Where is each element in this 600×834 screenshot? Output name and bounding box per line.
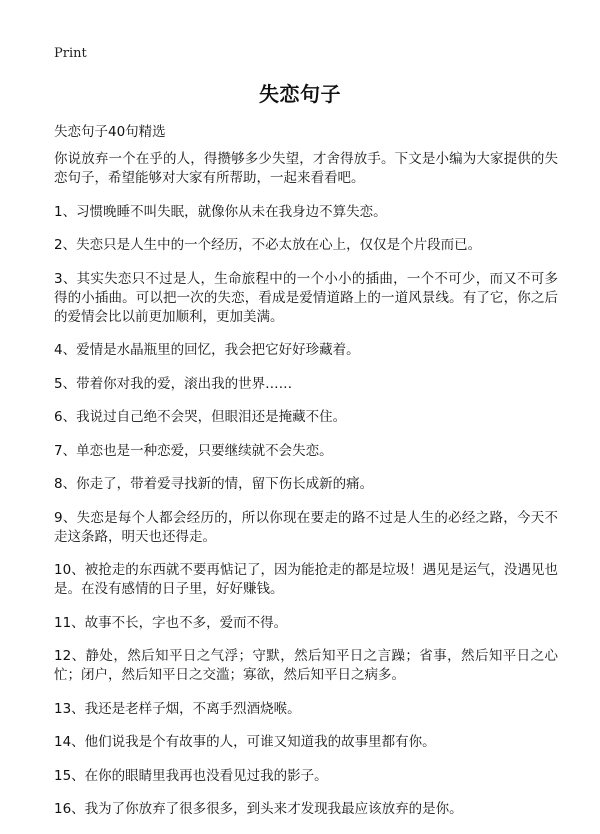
list-item: 3、其实失恋只不过是人，生命旅程中的一个小小的插曲，一个不可少，而又不可多得的小插曲。可以把一次的失恋，看成是爱情道路上的一道风景线。有了它，你之后的爱情会比以前更加顺利，更加美满。 — [54, 270, 558, 325]
list-item: 10、被抢走的东西就不要再惦记了，因为能抢走的都是垃圾！遇见是运气，没遇见也是。在没有感情的日子里，好好赚钱。 — [54, 562, 558, 597]
page-title: 失恋句子 — [259, 82, 341, 106]
list-item: 14、他们说我是个有故事的人，可谁又知道我的故事里都有你。 — [54, 734, 436, 750]
list-item: 7、单恋也是一种恋爱，只要继续就不会失恋。 — [54, 442, 333, 459]
list-item: 9、失恋是每个人都会经历的，所以你现在要走的路不过是人生的必经之路，今天不走这条路，明天也还得走。 — [54, 509, 558, 545]
list-item: 13、我还是老样子烟，不离手烈酒烧喉。 — [54, 700, 301, 717]
subtitle: 失恋句子40句精选 — [54, 124, 166, 140]
list-item: 8、你走了，带着爱寻找新的情，留下伤长成新的痛。 — [54, 476, 374, 492]
list-item: 11、故事不长，字也不多，爱而不得。 — [54, 614, 288, 631]
intro-paragraph: 你说放弃一个在乎的人，得攒够多少失望，才舍得放手。下文是小编为大家提供的失恋句子，希望能够对大家有所帮助，一起来看看吧。 — [54, 151, 558, 186]
list-item: 1、习惯晚睡不叫失眠，就像你从未在我身边不算失恋。 — [54, 203, 387, 220]
list-item: 6、我说过自己绝不会哭，但眼泪还是掩藏不住。 — [54, 409, 347, 425]
article-body — [54, 150, 558, 834]
list-item: 5、带着你对我的爱，滚出我的世界…… — [54, 375, 293, 392]
list-item: 16、我为了你放弃了很多很多，到头来才发现我最应该放弃的是你。 — [54, 801, 463, 817]
list-item: 15、在你的眼睛里我再也没看见过我的影子。 — [54, 767, 328, 784]
list-item: 12、静处，然后知平日之气浮；守默，然后知平日之言躁；省事，然后知平日之心忙；闭户，然后知平日之交滥；寡欲，然后知平日之病多。 — [54, 648, 558, 683]
list-item: 2、失恋只是人生中的一个经历，不必太放在心上，仅仅是个片段而已。 — [54, 237, 482, 253]
list-item: 4、爱情是水晶瓶里的回忆，我会把它好好珍藏着。 — [54, 342, 360, 358]
print-link[interactable]: Print — [54, 46, 87, 61]
